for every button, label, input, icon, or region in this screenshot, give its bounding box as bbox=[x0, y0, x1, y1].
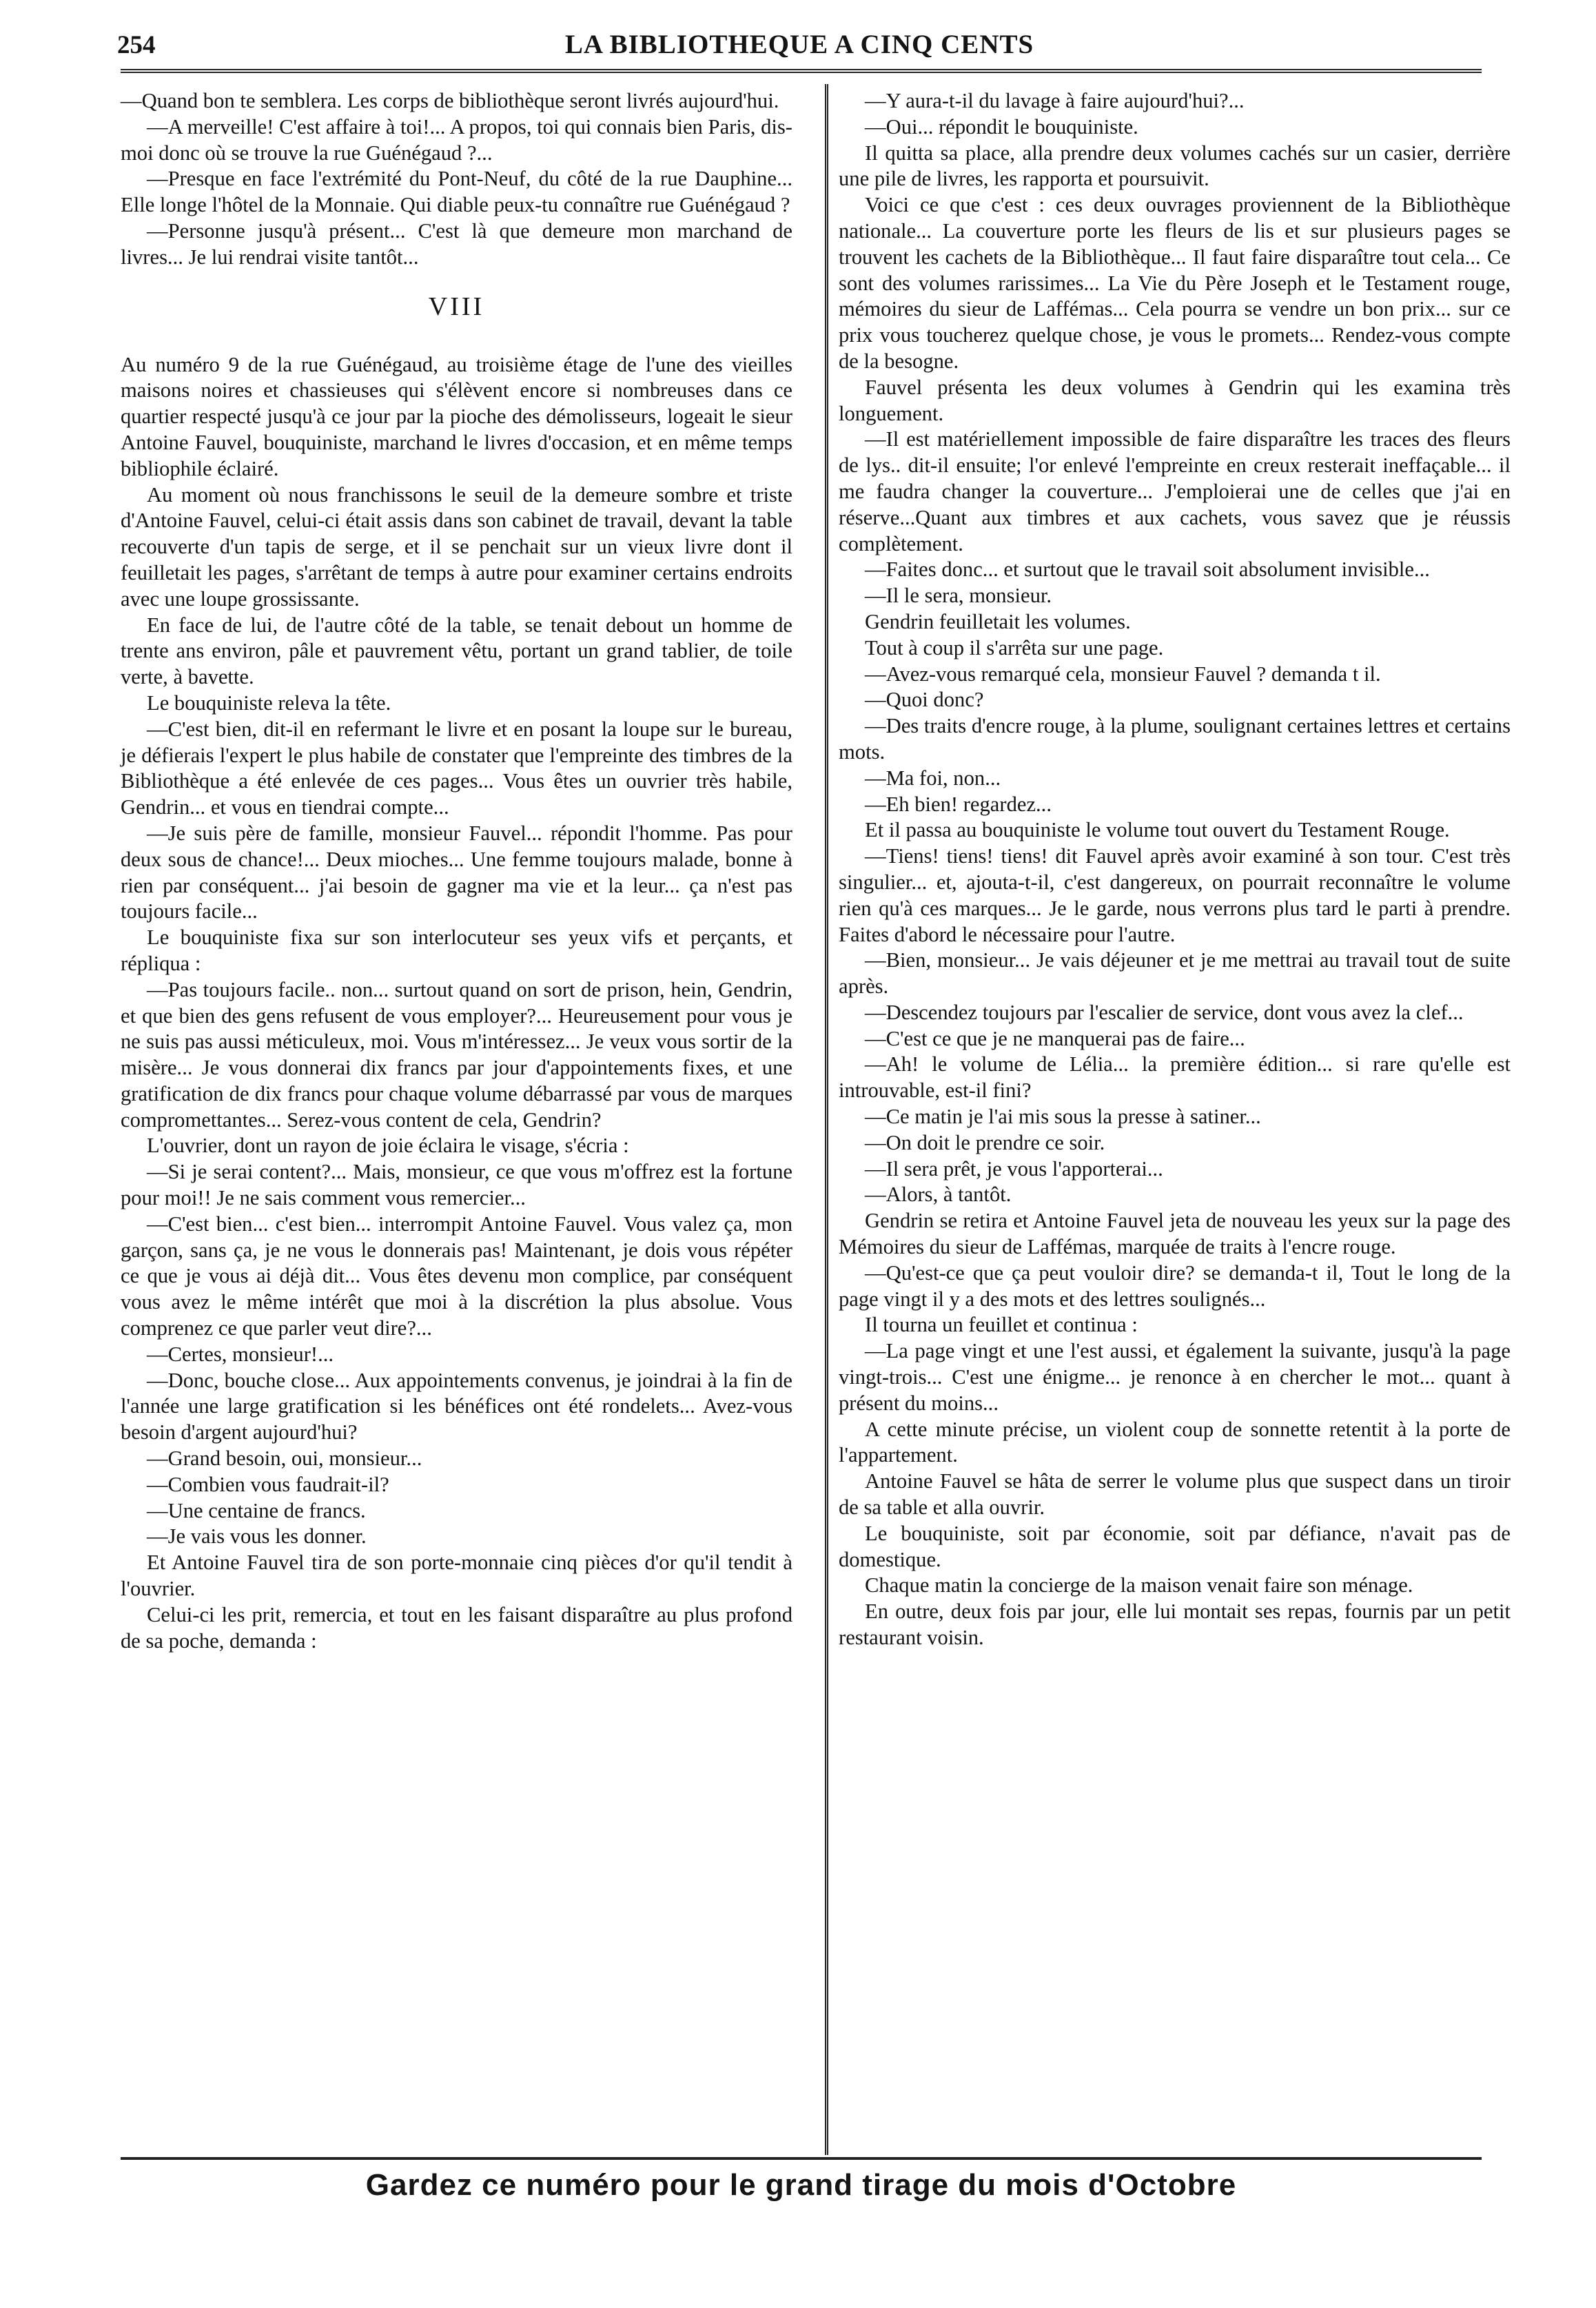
paragraph: —La page vingt et une l'est aussi, et également la suivante, jusqu'à la page vingt-trois... C'est une énigme... je renonce à en chercher le mot... quant à présent du moins... bbox=[839, 1339, 1511, 1415]
paragraph: —Ma foi, non... bbox=[865, 766, 1001, 790]
paragraph: Gendrin se retira et Antoine Fauvel jeta de nouveau les yeux sur la page des Mémoires du sieur de Laffémas, marquée de traits à l'encre rouge. bbox=[839, 1209, 1511, 1259]
paragraph: —Faites donc... et surtout que le travail soit absolument invisible... bbox=[865, 558, 1430, 582]
paragraph: Le bouquiniste, soit par économie, soit par défiance, n'avait pas de domestique. bbox=[839, 1521, 1511, 1571]
paragraph: —Descendez toujours par l'escalier de service, dont vous avez la clef... bbox=[865, 1000, 1464, 1024]
paragraph: —Eh bien! regardez... bbox=[865, 792, 1052, 816]
paragraph: —A merveille! C'est affaire à toi!... A propos, toi qui connais bien Paris, dis-moi donc où se trouve la rue Guénégaud ?... bbox=[121, 114, 792, 165]
paragraph: A cette minute précise, un violent coup de sonnette retentit à la porte de l'appartement. bbox=[839, 1417, 1511, 1467]
paragraph: Celui-ci les prit, remercia, et tout en les faisant disparaître au plus profond de sa poche, demanda : bbox=[121, 1602, 792, 1653]
paragraph: —Avez-vous remarqué cela, monsieur Fauvel ? demanda t il. bbox=[865, 662, 1381, 686]
paragraph: —Je suis père de famille, monsieur Fauvel... répondit l'homme. Pas pour deux sous de chance!... Deux mioches... Une femme toujours malade, bonne à rien par conséquent... j'ai besoin de gagner ma vie et la leur... ça n'est pas toujours facile... bbox=[121, 821, 792, 923]
paragraph: Chaque matin la concierge de la maison venait faire son ménage. bbox=[865, 1573, 1413, 1597]
column-divider bbox=[825, 84, 828, 2155]
paragraph: —C'est ce que je ne manquerai pas de faire... bbox=[865, 1026, 1245, 1050]
footer-rule bbox=[121, 2157, 1482, 2160]
paragraph: En outre, deux fois par jour, elle lui montait ses repas, fournis par un petit restaurant voisin. bbox=[839, 1600, 1511, 1650]
paragraph: Tout à coup il s'arrêta sur une page. bbox=[865, 635, 1164, 660]
paragraph: Antoine Fauvel se hâta de serrer le volume plus que suspect dans un tiroir de sa table et alla ouvrir. bbox=[839, 1469, 1511, 1520]
paragraph: Le bouquiniste releva la tête. bbox=[147, 691, 391, 715]
page-number: 254 bbox=[117, 31, 156, 59]
paragraph: Fauvel présenta les deux volumes à Gendrin qui les examina très longuement. bbox=[839, 375, 1511, 425]
paragraph: —Certes, monsieur!... bbox=[147, 1342, 334, 1366]
paragraph: Au moment où nous franchissons le seuil de la demeure sombre et triste d'Antoine Fauvel, celui-ci était assis dans son cabinet de travail, devant la table recouverte d'un tapis de serge, et il se penchait sur un vieux livre dont il feuilletait les pages, s'arrêtant de temps à autre pour examiner certains endroits avec une loupe grossissante. bbox=[121, 482, 792, 611]
paragraph: —C'est bien... c'est bien... interrompit Antoine Fauvel. Vous valez ça, mon garçon, sans ça, je ne vous le donnerais pas! Maintenant, je dois vous répéter ce que je vous ai déjà dit... Vous êtes devenu mon complice, par conséquent vous avez le même intérêt que moi à la discrétion la plus absolue. Vous comprenez ce que parler veut dire?... bbox=[121, 1212, 792, 1340]
paragraph: —Il est matériellement impossible de faire disparaître les traces des fleurs de lys.. dit-il ensuite; l'or enlevé l'empreinte en creux resterait ineffaçable... il me faudra changer la couverture... J'emploierai une de celles que j'ai en réserve...Quant aux timbres et aux cachets, vous savez que je réussis complètement. bbox=[839, 427, 1511, 555]
paragraph: —Donc, bouche close... Aux appointements convenus, je joindrai à la fin de l'année une large gratification si les bénéfices ont été rondelets... Avez-vous besoin d'argent aujourd'hui? bbox=[121, 1368, 792, 1444]
paragraph: Gendrin feuilletait les volumes. bbox=[865, 609, 1131, 633]
paragraph: —Ce matin je l'ai mis sous la presse à satiner... bbox=[865, 1105, 1261, 1129]
paragraph: —Quand bon te semblera. Les corps de bibliothèque seront livrés aujourd'hui. bbox=[121, 89, 779, 112]
paragraph: —Oui... répondit le bouquiniste. bbox=[865, 114, 1138, 139]
paragraph: —Il sera prêt, je vous l'apporterai... bbox=[865, 1156, 1163, 1181]
running-title: LA BIBLIOTHEQUE A CINQ CENTS bbox=[564, 30, 1034, 59]
page-header bbox=[117, 26, 1482, 68]
paragraph: L'ouvrier, dont un rayon de joie éclaira le visage, s'écria : bbox=[147, 1134, 629, 1158]
paragraph: Il tourna un feuillet et continua : bbox=[865, 1313, 1138, 1337]
paragraph: —Tiens! tiens! tiens! dit Fauvel après avoir examiné à son tour. C'est très singulier... et, ajouta-t-il, c'est dangereux, on pourrait reconnaître le volume rien qu'à ces marques... Je le garde, nous verrons plus tard le parti à prendre. Faites d'abord le nécessaire pour l'autre. bbox=[839, 844, 1511, 946]
paragraph: —Grand besoin, oui, monsieur... bbox=[147, 1447, 422, 1471]
left-column bbox=[121, 88, 792, 1654]
paragraph: Au numéro 9 de la rue Guénégaud, au troisième étage de l'une des vieilles maisons noires et chassieuses qui s'élèvent encore si nombreuses dans ce quartier respecté jusqu'à ce jour par la pioche des démolisseurs, logeait le sieur Antoine Fauvel, bouquiniste, marchand le livres d'occasion, et en même temps bibliophile éclairé. bbox=[121, 352, 792, 480]
paragraph: Il quitta sa place, alla prendre deux volumes cachés sur un casier, derrière une pile de livres, les rapporta et poursuivit. bbox=[839, 141, 1511, 191]
paragraph: —C'est bien, dit-il en refermant le livre et en posant la loupe sur le bureau, je défierais l'expert le plus habile de constater que l'empreinte des timbres de la Bibliothèque a été enlevée de ces pages... Vous êtes un ouvrier très habile, Gendrin... et vous en tiendrai compte... bbox=[121, 717, 792, 819]
paragraph: —Il le sera, monsieur. bbox=[865, 584, 1052, 608]
paragraph: —On doit le prendre ce soir. bbox=[865, 1130, 1105, 1154]
paragraph: En face de lui, de l'autre côté de la table, se tenait debout un homme de trente ans environ, pâle et pauvrement vêtu, portant un grand tablier, de toile verte, à bavette. bbox=[121, 613, 792, 689]
paragraph: —Qu'est-ce que ça peut vouloir dire? se demanda-t il, Tout le long de la page vingt il y a des mots et des lettres soulignés... bbox=[839, 1260, 1511, 1311]
paragraph: —Y aura-t-il du lavage à faire aujourd'hui?... bbox=[865, 89, 1245, 112]
paragraph: Et Antoine Fauvel tira de son porte-monnaie cinq pièces d'or qu'il tendit à l'ouvrier. bbox=[121, 1551, 792, 1601]
paragraph: Voici ce que c'est : ces deux ouvrages proviennent de la Bibliothèque nationale... La couverture porte les fleurs de lis et sur plusieurs pages se trouvent les cachets de la Bibliothèque... Il faut faire disparaître tout cela... Ce sont des volumes rarissimes... La Vie du Père Joseph et le Testament rouge, mémoires du sieur de Laffémas... Cela pourra se vendre un bon prix... sur ce prix vous toucherez quelque chose, je vous le promets... Rendez-vous compte de la besogne. bbox=[839, 193, 1511, 373]
paragraph: —Des traits d'encre rouge, à la plume, soulignant certaines lettres et certains mots. bbox=[839, 714, 1511, 764]
header-rule bbox=[121, 69, 1482, 73]
paragraph: —Ah! le volume de Lélia... la première édition... si rare qu'elle est introuvable, est-il fini? bbox=[839, 1052, 1511, 1103]
paragraph: Et il passa au bouquiniste le volume tout ouvert du Testament Rouge. bbox=[865, 818, 1450, 842]
paragraph: —Bien, monsieur... Je vais déjeuner et je me mettrai au travail tout de suite après. bbox=[839, 948, 1511, 999]
chapter-heading: VIII bbox=[428, 292, 485, 321]
footer-banner: Gardez ce numéro pour le grand tirage du mois d'Octobre bbox=[365, 2168, 1237, 2202]
paragraph: —Si je serai content?... Mais, monsieur, ce que vous m'offrez est la fortune pour moi!! Je ne sais comment vous remercier... bbox=[121, 1160, 792, 1210]
paragraph: Le bouquiniste fixa sur son interlocuteur ses yeux vifs et perçants, et répliqua : bbox=[121, 926, 792, 975]
paragraph: —Pas toujours facile.. non... surtout quand on sort de prison, hein, Gendrin, et que bien des gens refusent de vous employer?... Heureusement pour vous je ne suis pas aussi méticuleux, moi. Vous m'intéressez... Je veux vous sortir de la misère... Je vous donnerai dix francs par jour d'appointements fixes, et une gratification de dix francs pour chaque volume débarrassé par vous de marques compromettantes... Serez-vous content de cela, Gendrin? bbox=[121, 977, 792, 1132]
paragraph: —Combien vous faudrait-il? bbox=[147, 1472, 389, 1496]
right-column bbox=[839, 88, 1511, 1651]
paragraph: —Alors, à tantôt. bbox=[865, 1183, 1012, 1207]
paragraph: —Presque en face l'extrémité du Pont-Neuf, du côté de la rue Dauphine... Elle longe l'hôtel de la Monnaie. Qui diable peux-tu connaître rue Guénégaud ? bbox=[121, 167, 792, 217]
paragraph: —Une centaine de francs. bbox=[147, 1498, 366, 1522]
paragraph: —Je vais vous les donner. bbox=[147, 1524, 367, 1549]
paragraph: —Quoi donc? bbox=[865, 688, 984, 712]
paragraph: —Personne jusqu'à présent... C'est là que demeure mon marchand de livres... Je lui rendrai visite tantôt... bbox=[121, 218, 792, 269]
